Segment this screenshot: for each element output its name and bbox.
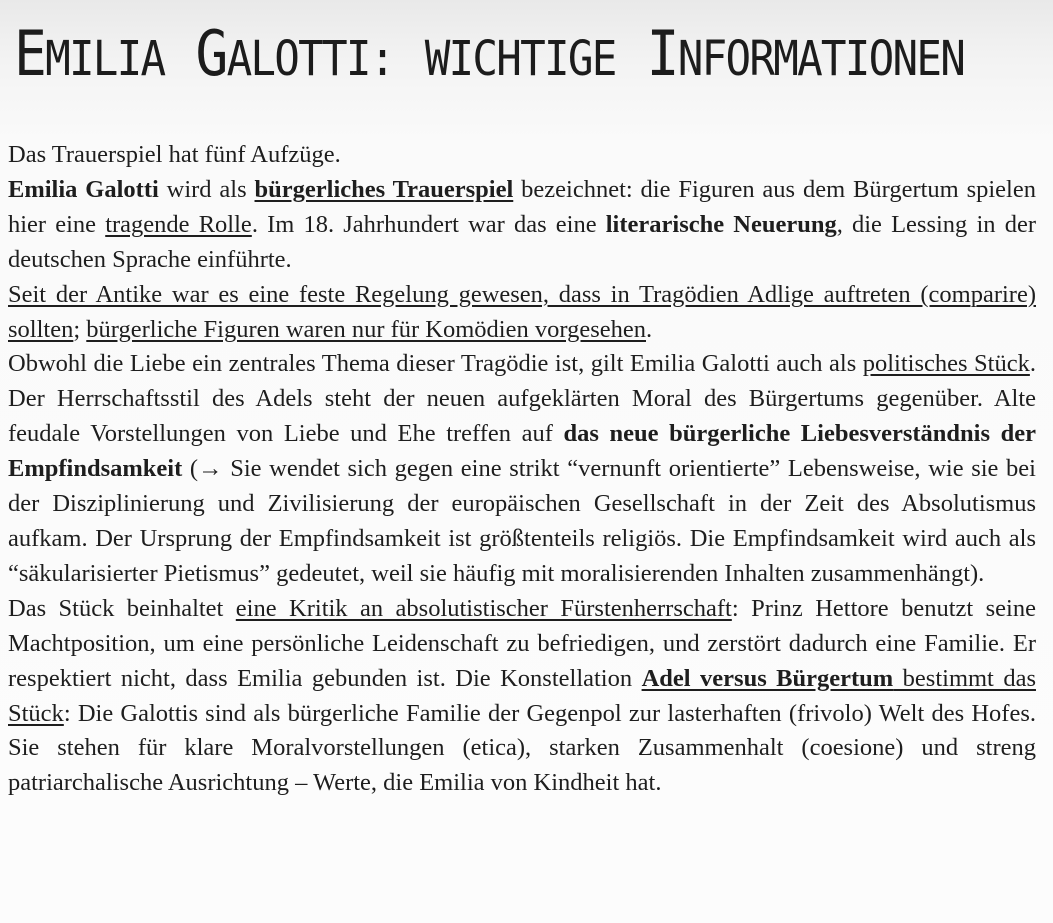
document-body [8, 138, 1036, 801]
highlight-buergerliches-trauerspiel: bürgerliches Trauerspiel [254, 175, 514, 203]
emphasis-title: Emilia Galotti [8, 175, 159, 203]
emphasis-literarische-neuerung: literarische Neuerung [605, 210, 837, 238]
highlight-antike-regel: Seit der Antike war es eine feste Regelung gewesen, dass in Tragödien Adlige auftreten (comparire) sollten [8, 280, 1036, 343]
paragraph-empfindsamkeit: Obwohl die Liebe ein zentrales Thema dieser Tragödie ist, gilt Emilia Galotti auch als politisches Stück. Der Herrschaftsstil des Adels steht der neuen aufgeklärten Moral des Bürgertums gegenüber. Alte feudale Vorstellungen von Liebe und Ehe treffen auf das neue bürgerliche Liebesverständnis der Empfindsamkeit (→ Sie wendet sich gegen eine strikt “vernunft orientierte” Lebensweise, wie sie bei der Disziplinierung und Zivilisierung der europäischen Gesellschaft in der Zeit des Absolutismus aufkam. Der Ursprung der Empfindsamkeit ist größtenteils religiös. Die Empfindsamkeit wird auch als “säkularisierter Pietismus” gedeutet, weil sie häufig mit moralisierenden Inhalten zusammenhängt). [8, 350, 1036, 587]
paragraph-antike: Seit der Antike war es eine feste Regelung gewesen, dass in Tragödien Adlige auftreten (comparire) sollten; bürgerliche Figuren waren nur für Komödien vorgesehen. [8, 280, 1036, 343]
paragraph-genre: Emilia Galotti wird als bürgerliches Trauerspiel bezeichnet: die Figuren aus dem Bürgertum spielen hier eine tragende Rolle. Im 18. Jahrhundert war das eine literarische Neuerung, die Lessing in der deutschen Sprache einführte. [8, 175, 1036, 273]
highlight-bestimmt-das-stueck: bestimmt das Stück [8, 664, 1036, 727]
highlight-komoedien: bürgerliche Figuren waren nur für Komödien vorgesehen [86, 315, 646, 343]
emphasis-liebesverstaendnis: das neue bürgerliche Liebesverständnis der Empfindsamkeit [8, 420, 1036, 483]
highlight-politisches-stueck: politisches Stück [862, 350, 1030, 378]
highlight-kritik: eine Kritik an absolutistischer Fürstenherrschaft [235, 594, 732, 622]
highlight-tragende-rolle: tragende Rolle [105, 210, 252, 238]
paragraph-kritik: Das Stück beinhaltet eine Kritik an absolutistischer Fürstenherrschaft: Prinz Hettore benutzt seine Machtposition, um eine persönliche Leidenschaft zu befriedigen, und zerstört dadurch eine Familie. Er respektiert nicht, dass Emilia gebunden ist. Die Konstellation Adel versus Bürgertum bestimmt das Stück: Die Galottis sind als bürgerliche Familie der Gegenpol zur lasterhaften (frivolo) Welt des Hofes. Sie stehen für klare Moralvorstellungen (etica), starken Zusammenhalt (coesione) und streng patriarchalische Ausrichtung – Werte, die Emilia von Kindheit hat. [8, 594, 1036, 797]
paragraph-acts: Das Trauerspiel hat fünf Aufzüge. [8, 141, 341, 168]
highlight-adel-versus-buergertum: Adel versus Bürgertum [641, 664, 894, 692]
page-title: EMILIA GALOTTI: WICHTIGE INFORMATIONEN [14, 17, 965, 90]
